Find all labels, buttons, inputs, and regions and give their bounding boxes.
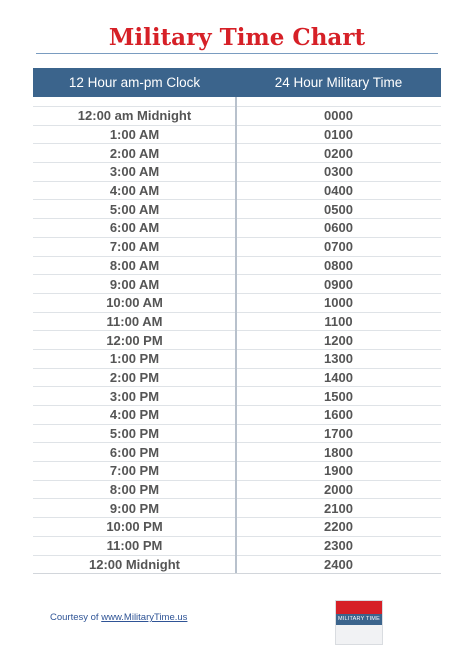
cell-24-hour: 0900	[324, 276, 353, 292]
table-row	[33, 480, 441, 499]
cell-24-hour: 0500	[324, 201, 353, 217]
cell-24-hour: 2200	[324, 519, 353, 535]
cell-12-hour: 4:00 AM	[109, 183, 160, 199]
cell-12-hour: 5:00 PM	[109, 426, 160, 442]
table-row	[33, 349, 441, 368]
table-row	[33, 498, 441, 517]
cell-12-hour: 12:00 Midnight	[88, 556, 180, 572]
cell-24-hour: 1000	[324, 295, 353, 311]
cell-12-hour: 6:00 PM	[109, 444, 160, 460]
table-row	[33, 199, 441, 218]
table-row	[33, 312, 441, 331]
table-top-spacer	[33, 97, 441, 106]
cell-12-hour: 1:00 PM	[109, 351, 160, 367]
cell-24-hour: 2300	[324, 538, 353, 554]
table-row	[33, 106, 441, 125]
cell-24-hour: 1600	[324, 407, 353, 423]
page-title: Military Time Chart	[108, 24, 366, 51]
title-divider	[36, 53, 438, 54]
cell-12-hour: 12:00 am Midnight	[77, 108, 192, 124]
footer-credit	[50, 612, 187, 623]
table-row	[33, 330, 441, 349]
cell-12-hour: 7:00 PM	[109, 463, 160, 479]
table-row	[33, 181, 441, 200]
cell-12-hour: 10:00 AM	[106, 295, 163, 311]
table-row	[33, 274, 441, 293]
footer-link[interactable]: www.MilitaryTime.us	[101, 612, 188, 623]
table-row	[33, 424, 441, 443]
cell-12-hour: 3:00 PM	[109, 388, 160, 404]
cell-12-hour: 3:00 AM	[109, 164, 160, 180]
cell-24-hour: 1400	[324, 369, 353, 385]
header-24-hour: 24 Hour Military Time	[274, 75, 403, 90]
table-row	[33, 237, 441, 256]
header-12-hour: 12 Hour am-pm Clock	[68, 75, 201, 90]
cell-12-hour: 10:00 PM	[106, 519, 163, 535]
table-row	[33, 536, 441, 555]
table-row	[33, 143, 441, 162]
cell-12-hour: 9:00 PM	[109, 500, 160, 516]
table-row	[33, 405, 441, 424]
military-time-logo	[335, 600, 383, 645]
cell-24-hour: 0300	[324, 164, 353, 180]
cell-24-hour: 0000	[324, 108, 353, 124]
table-row	[33, 461, 441, 480]
cell-24-hour: 1100	[324, 313, 353, 329]
cell-24-hour: 2000	[324, 482, 353, 498]
cell-12-hour: 8:00 AM	[109, 257, 160, 273]
cell-12-hour: 2:00 AM	[109, 145, 160, 161]
cell-24-hour: 0600	[324, 220, 353, 236]
cell-12-hour: 11:00 AM	[106, 313, 163, 329]
cell-12-hour: 1:00 AM	[109, 127, 160, 143]
table-row	[33, 125, 441, 144]
table-row	[33, 555, 441, 574]
cell-24-hour: 1200	[324, 332, 353, 348]
military-time-table	[33, 68, 441, 574]
table-row	[33, 256, 441, 275]
cell-24-hour: 0700	[324, 239, 353, 255]
cell-24-hour: 1700	[324, 426, 353, 442]
cell-24-hour: 0100	[324, 127, 353, 143]
cell-24-hour: 0400	[324, 183, 353, 199]
table-row	[33, 293, 441, 312]
table-row	[33, 386, 441, 405]
cell-12-hour: 4:00 PM	[109, 407, 160, 423]
logo-text: MILITARY TIME	[338, 616, 380, 622]
cell-24-hour: 0200	[324, 145, 353, 161]
table-body	[33, 97, 441, 574]
cell-12-hour: 9:00 AM	[109, 276, 160, 292]
cell-24-hour: 2400	[324, 556, 353, 572]
cell-24-hour: 2100	[324, 500, 353, 516]
cell-24-hour: 1500	[324, 388, 353, 404]
logo-red-band	[336, 601, 382, 614]
cell-12-hour: 12:00 PM	[106, 332, 163, 348]
cell-12-hour: 7:00 AM	[109, 239, 160, 255]
cell-24-hour: 1900	[324, 463, 353, 479]
cell-12-hour: 11:00 PM	[106, 538, 163, 554]
cell-24-hour: 1300	[324, 351, 353, 367]
table-row	[33, 162, 441, 181]
table-header	[33, 68, 441, 97]
table-row	[33, 517, 441, 536]
cell-24-hour: 0800	[324, 257, 353, 273]
cell-24-hour: 1800	[324, 444, 353, 460]
table-row	[33, 368, 441, 387]
table-row	[33, 442, 441, 461]
table-row	[33, 218, 441, 237]
cell-12-hour: 5:00 AM	[109, 201, 160, 217]
cell-12-hour: 2:00 PM	[109, 369, 160, 385]
cell-12-hour: 8:00 PM	[109, 482, 160, 498]
cell-12-hour: 6:00 AM	[109, 220, 160, 236]
footer-prefix: Courtesy of	[50, 612, 102, 623]
